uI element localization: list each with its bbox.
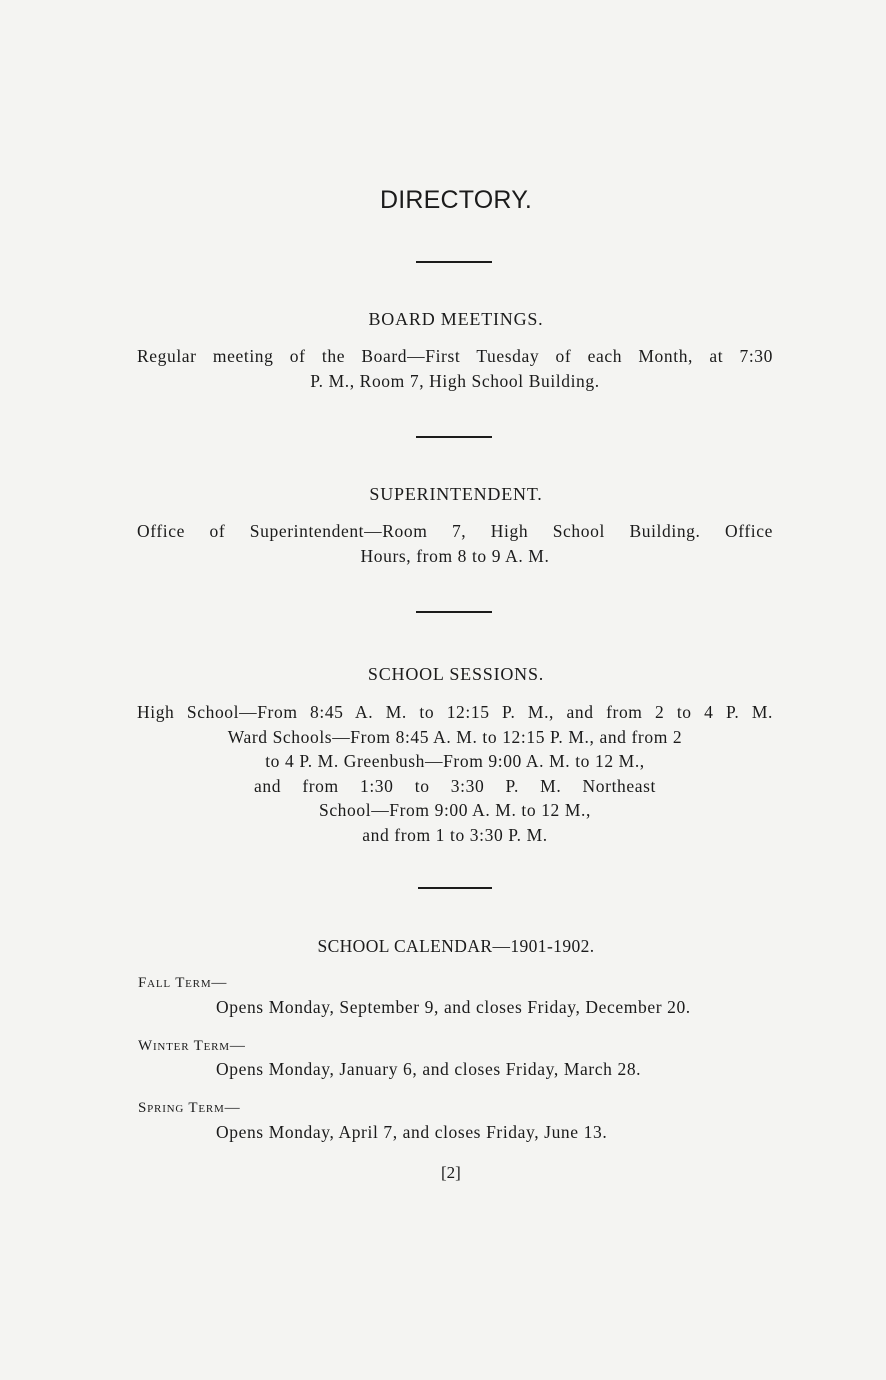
school-sessions-line-4: and from 1:30 to 3:30 P. M. Northeast xyxy=(254,775,656,796)
spring-term-label: Spring Term— xyxy=(138,1100,241,1116)
superintendent-line-2: Hours, from 8 to 9 A. M. xyxy=(360,546,550,566)
school-sessions-text xyxy=(137,700,773,848)
section-divider xyxy=(416,436,492,438)
superintendent-text xyxy=(137,519,773,569)
school-sessions-line-6: and from 1 to 3:30 P. M. xyxy=(362,824,548,845)
board-meetings-heading: BOARD MEETINGS. xyxy=(368,309,544,329)
section-divider xyxy=(418,887,492,889)
section-divider xyxy=(416,261,492,263)
page-number: [2] xyxy=(441,1163,461,1182)
board-meetings-text xyxy=(137,344,773,394)
school-sessions-heading: SCHOOL SESSIONS. xyxy=(367,664,545,684)
school-sessions-line-3: to 4 P. M. Greenbush—From 9:00 A. M. to 12 M., xyxy=(265,751,645,772)
school-sessions-line-2: Ward Schools—From 8:45 A. M. to 12:15 P. M., and from 2 xyxy=(227,726,683,747)
spring-term-text: Opens Monday, April 7, and closes Friday, June 13. xyxy=(216,1122,608,1142)
fall-term-label: Fall Term— xyxy=(138,975,228,991)
board-meetings-line-1: Regular meeting of the Board—First Tuesday of each Month, at 7:30 xyxy=(137,346,773,366)
school-sessions-line-1: High School—From 8:45 A. M. to 12:15 P. M., and from 2 to 4 P. M. xyxy=(137,702,773,722)
superintendent-heading: SUPERINTENDENT. xyxy=(369,484,543,504)
school-sessions-line-5: School—From 9:00 A. M. to 12 M., xyxy=(318,800,591,821)
superintendent-line-1: Office of Superintendent—Room 7, High School Building. Office xyxy=(137,521,773,541)
fall-term-text: Opens Monday, September 9, and closes Friday, December 20. xyxy=(216,997,691,1017)
section-divider xyxy=(416,611,492,613)
winter-term-text: Opens Monday, January 6, and closes Friday, March 28. xyxy=(216,1059,642,1079)
winter-term-label: Winter Term— xyxy=(138,1038,246,1054)
board-meetings-line-2: P. M., Room 7, High School Building. xyxy=(310,371,600,391)
page-title: DIRECTORY. xyxy=(379,186,533,214)
school-calendar-heading: SCHOOL CALENDAR—1901-1902. xyxy=(317,936,595,956)
